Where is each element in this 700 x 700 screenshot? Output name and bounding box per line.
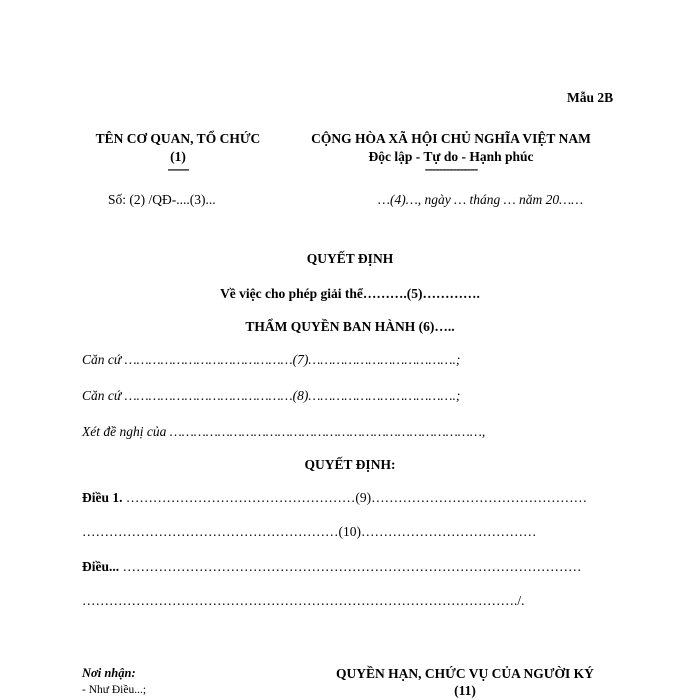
legal-basis-2: Căn cứ ……………………………………(8)……………………………….; <box>82 388 461 403</box>
place-date: …(4)…, ngày … tháng … năm 20…… <box>378 192 584 207</box>
form-code: Mẫu 2B <box>567 90 614 105</box>
signer-title: QUYỀN HẠN, CHỨC VỤ CỦA NGƯỜI KÝ <box>336 666 594 681</box>
proposal-basis: Xét đề nghị của ……………………………………………………………………, <box>82 424 486 439</box>
signer-note: (11) <box>454 683 476 698</box>
legal-basis-1: Căn cứ ……………………………………(7)……………………………….; <box>82 352 461 367</box>
org-name: TÊN CƠ QUAN, TỔ CHỨC <box>95 131 261 146</box>
article-1-text: ……………………………………………(9)………………………………………… <box>122 490 588 505</box>
recipients-label: Nơi nhận: <box>82 666 136 680</box>
motto-sub: Độc lập - Tự do - Hạnh phúc <box>368 149 534 164</box>
national-motto <box>285 131 617 177</box>
signer-block <box>300 666 630 699</box>
article-n-line-1 <box>82 559 582 575</box>
motto-title: CỘNG HÒA XÃ HỘI CHỦ NGHĨA VIỆT NAM <box>311 131 591 146</box>
article-n-line-2: ……………………………………………………………………………………./. <box>82 593 525 608</box>
article-n-text: ………………………………………………………………………………………… <box>119 559 582 574</box>
article-1-line-1 <box>82 490 587 506</box>
decision-subject: Về việc cho phép giải thể……….(5)…………. <box>220 286 480 301</box>
decision-heading: QUYẾT ĐỊNH: <box>304 457 396 472</box>
org-underline: ------ <box>167 161 189 176</box>
org-header <box>78 131 278 177</box>
issuing-authority: THẨM QUYỀN BAN HÀNH (6)….. <box>245 319 455 334</box>
decision-title: QUYẾT ĐỊNH <box>306 251 394 266</box>
motto-underline: --------------- <box>424 161 478 176</box>
article-n-label: Điều... <box>82 559 120 574</box>
document-number: Số: (2) /QĐ-....(3)... <box>108 192 216 207</box>
recipients-item: - Như Điều...; <box>82 684 147 696</box>
article-1-label: Điều 1. <box>82 490 123 505</box>
article-1-line-2: …………………………………………………(10)………………………………… <box>82 524 537 539</box>
org-note: (1) <box>170 149 186 164</box>
